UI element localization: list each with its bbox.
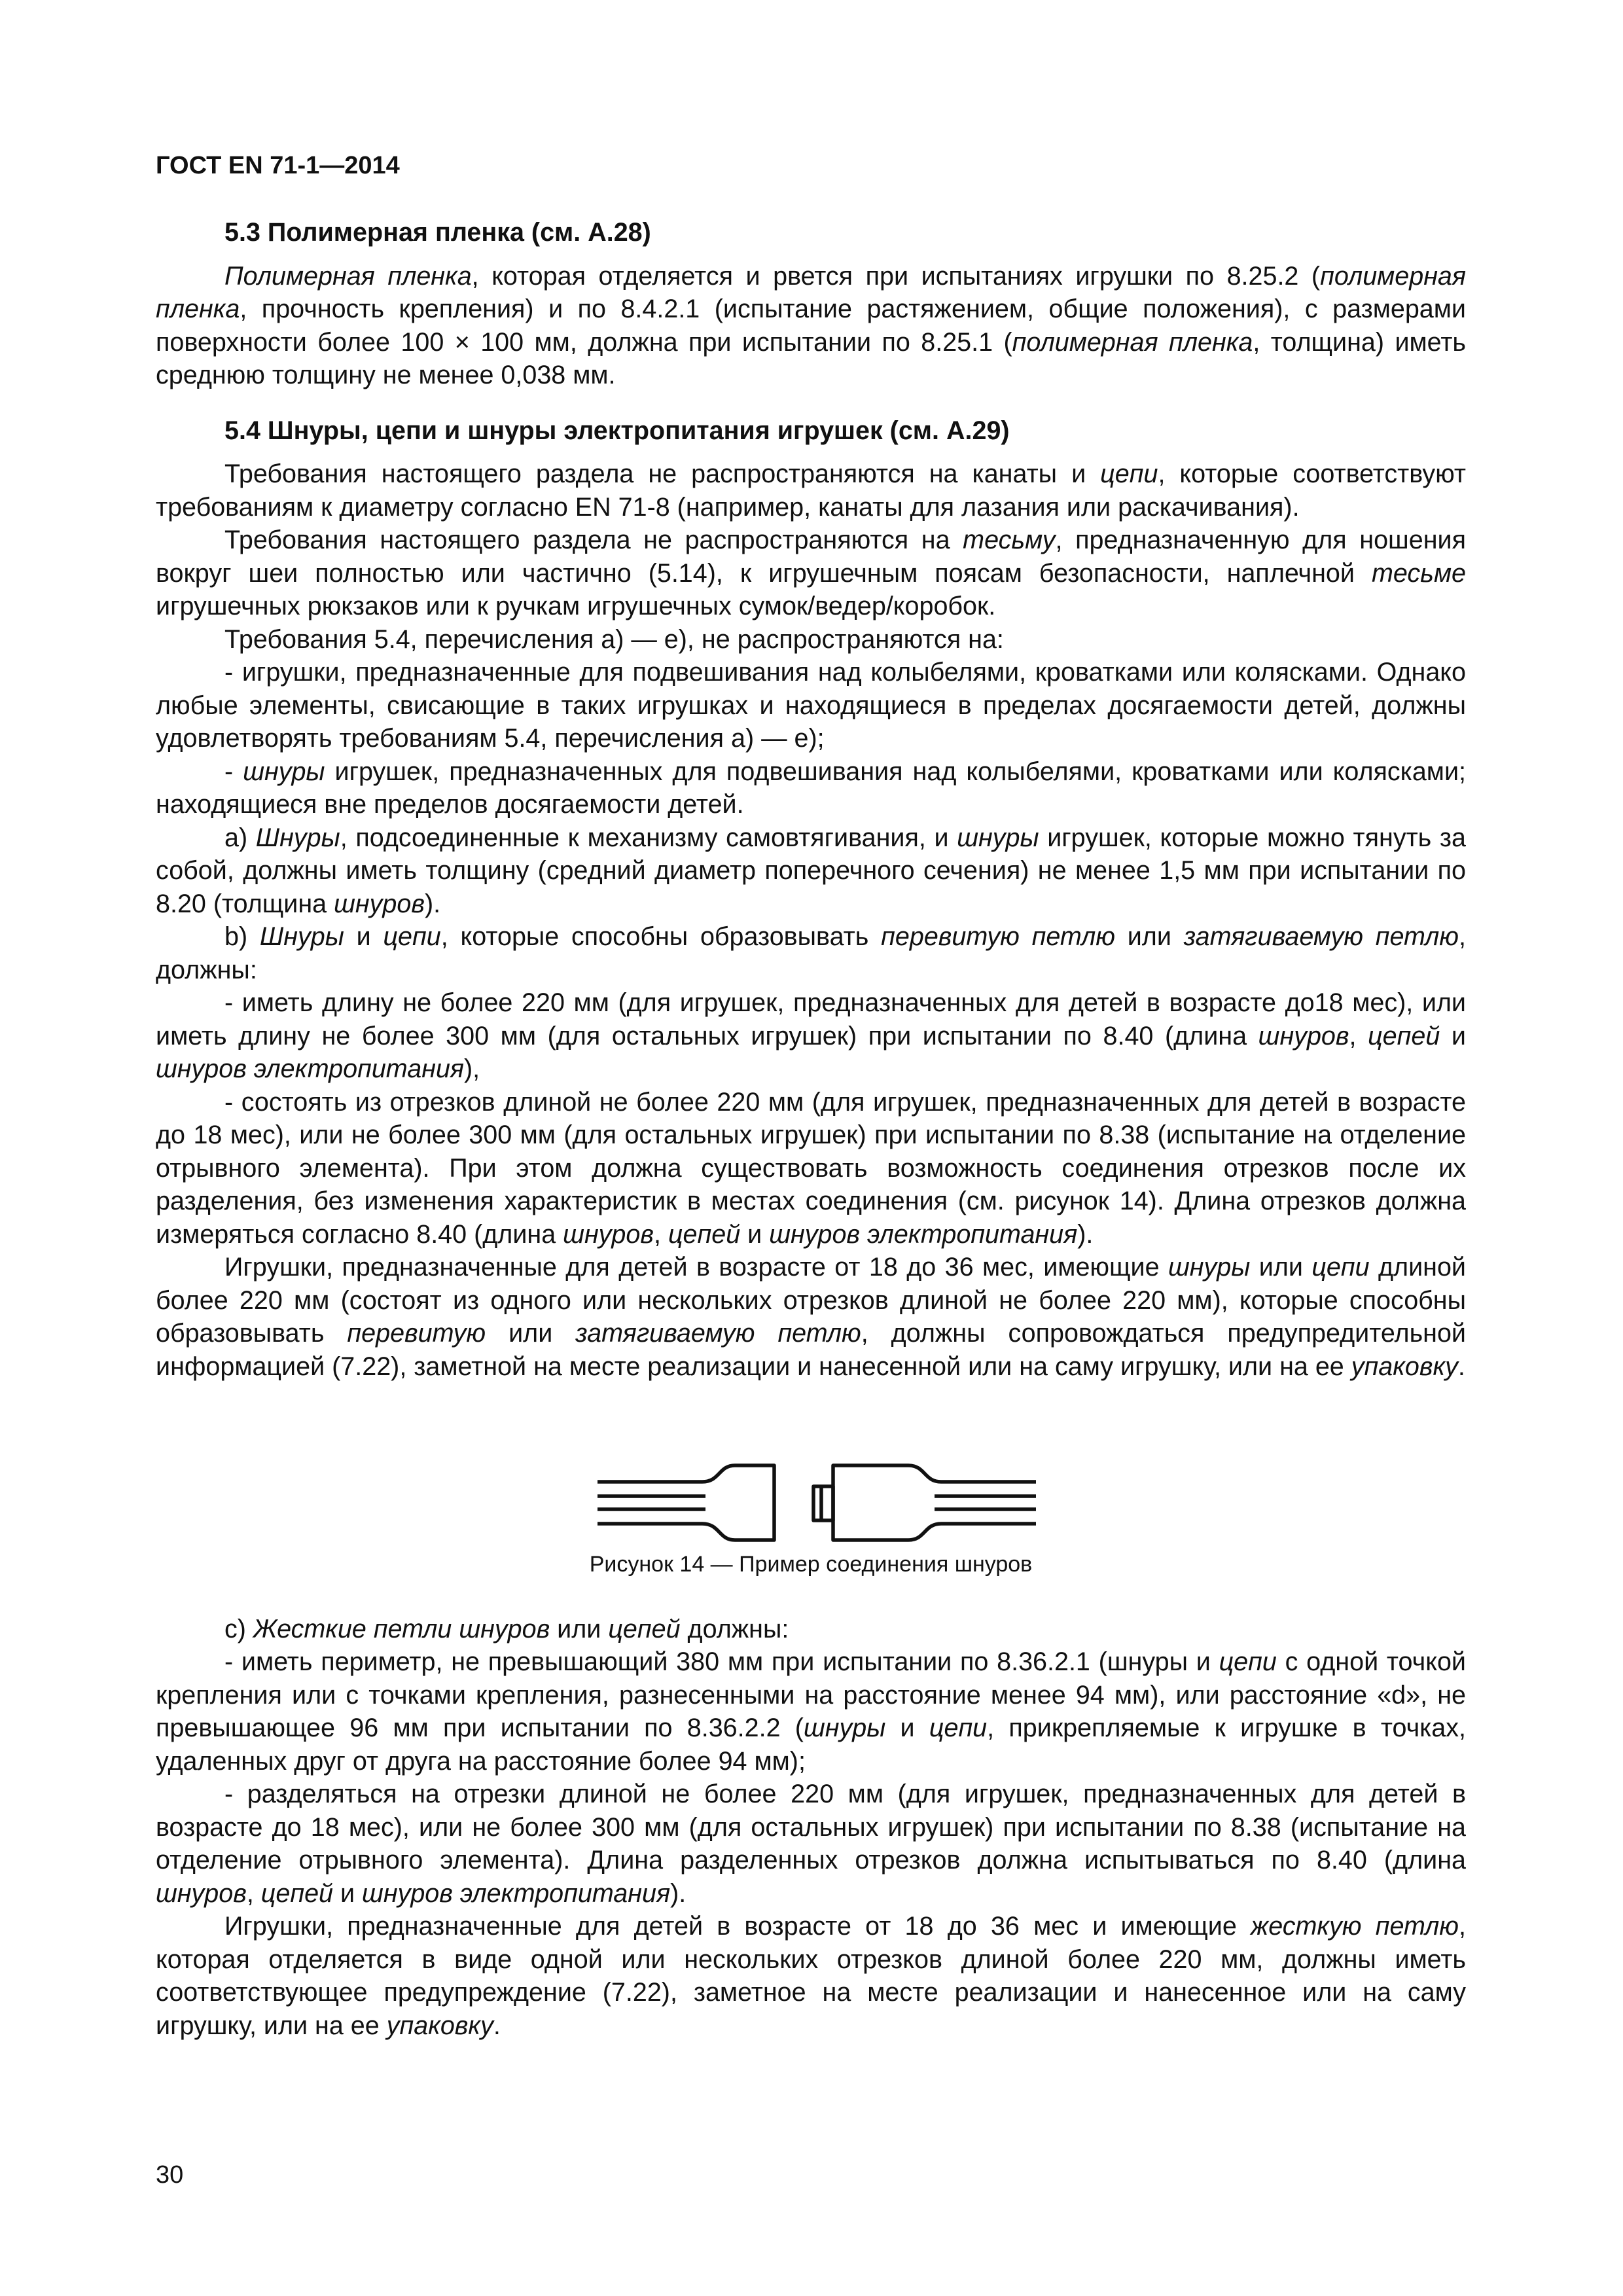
connector-plug [813,1486,833,1520]
left-cord [597,1465,774,1540]
right-cord [833,1465,1036,1540]
paragraph-ribbon: Требования настоящего раздела не распространяются на тесьму, предназначенную для ношения вокруг шеи полностью или частично (5.14), к игрушечным поясам безопасности, наплечной тесьме игрушечных рюкзаков или к ручкам игрушечных сумок/ведер/коробок. [156,526,1466,620]
section-5-3-title: 5.3 Полимерная пленка (см. А.28) [224,218,651,247]
list-item-hanging-toys: - игрушки, предназначенные для подвешивания над колыбелями, кроватками или колясками. Однако любые элементы, свисающие в таких игрушках и находящиеся в пределах досягаемости детей, должны удовлетворять требованиям 5.4, перечисления a) — e); [156,658,1466,753]
list-item-hanging-cords: - шнуры игрушек, предназначенных для подвешивания над колыбелями, кроватками или колясками; находящиеся вне пределов досягаемости детей. [156,757,1466,819]
paragraph-ropes-chains: Требования настоящего раздела не распространяются на канаты и цепи, которые соответствуют требованиям к диаметру согласно EN 71-8 (например, канаты для лазания или раскачивания). [156,459,1466,522]
item-c-perimeter: - иметь периметр, не превышающий 380 мм при испытании по 8.36.2.1 (шнуры и цепи с одной точкой крепления или с точками крепления, разнесенными на расстояние менее 94 мм), или расстояние «d», не превышающее 96 мм при испытании по 8.36.2.2 (шнуры и цепи, прикрепляемые к игрушке в точках, удаленных друг от друга на расстояние более 94 мм); [156,1647,1466,1776]
paragraph-exceptions: Требования 5.4, перечисления a) — e), не распространяются на: [224,624,1004,654]
item-b: b) Шнуры и цепи, которые способны образовывать перевитую петлю или затягиваемую петлю, должны: [156,922,1466,984]
item-b-warning: Игрушки, предназначенные для детей в возрасте от 18 до 36 мес, имеющие шнуры или цепи длиной более 220 мм (состоят из одного или нескольких отрезков длиной не более 220 мм), которые способны образовывать перевитую или затягиваемую петлю, должны сопровождаться предупредительной информацией (7.22), заметной на месте реализации и нанесенной или на саму игрушку, или на ее упаковку. [156,1253,1466,1381]
section-5-3-paragraph: Полимерная пленка, которая отделяется и рвется при испытаниях игрушки по 8.25.2 (полимерная пленка, прочность крепления) и по 8.4.2.1 (испытание растяжением, общие положения), с размерами поверхности более 100 × 100 мм, должна при испытании по 8.25.1 (полимерная пленка, толщина) иметь среднюю толщину не менее 0,038 мм. [156,261,1467,389]
page-number: 30 [156,2161,184,2189]
item-a: a) Шнуры, подсоединенные к механизму самовтягивания, и шнуры игрушек, которые можно тянуть за собой, должны иметь толщину (средний диаметр поперечного сечения) не менее 1,5 мм при испытании по 8.20 (толщина шнуров). [156,823,1466,918]
page-content [156,216,1466,2042]
cord-connection-diagram [156,1421,1466,1545]
figure-14 [156,1421,1466,1545]
document-header: ГОСТ EN 71-1—2014 [156,152,400,179]
item-c-warning: Игрушки, предназначенные для детей в возрасте от 18 до 36 мес и имеющие жесткую петлю, которая отделяется в виде одной или нескольких отрезков длиной более 220 мм, должны иметь соответствующее предупреждение (7.22), заметное на месте реализации и нанесенное или на саму игрушку, или на ее упаковку. [156,1912,1466,2040]
item-b-segments: - состоять из отрезков длиной не более 220 мм (для игрушек, предназначенных для детей в возрасте до 18 мес), или не более 300 мм (для остальных игрушек) при испытании по 8.38 (испытание на отделение отрывного элемента). При этом должна существовать возможность соединения отрезков после их разделения, без изменения характеристик в местах соединения (см. рисунок 14). Длина отрезков должна измеряться согласно 8.40 (длина шнуров, цепей и шнуров электропитания). [156,1087,1466,1249]
item-c: c) Жесткие петли шнуров или цепей должны: [224,1614,789,1643]
item-c-segments: - разделяться на отрезки длиной не более 220 мм (для игрушек, предназначенных для детей в возрасте до 18 мес), или не более 300 мм (для остальных игрушек) при испытании по 8.38 (испытание на отделение отрывного элемента). Длина разделенных отрезков должна испытываться по 8.40 (длина шнуров, цепей и шнуров электропитания). [156,1780,1466,1908]
section-5-4-title: 5.4 Шнуры, цепи и шнуры электропитания игрушек (см. А.29) [224,416,1010,445]
figure-caption: Рисунок 14 — Пример соединения шнуров [589,1552,1033,1577]
item-b-length: - иметь длину не более 220 мм (для игрушек, предназначенных для детей в возрасте до18 мес), или иметь длину не более 300 мм (для остальных игрушек) при испытании по 8.40 (длина шнуров, цепей и шнуров электропитания), [156,988,1466,1083]
